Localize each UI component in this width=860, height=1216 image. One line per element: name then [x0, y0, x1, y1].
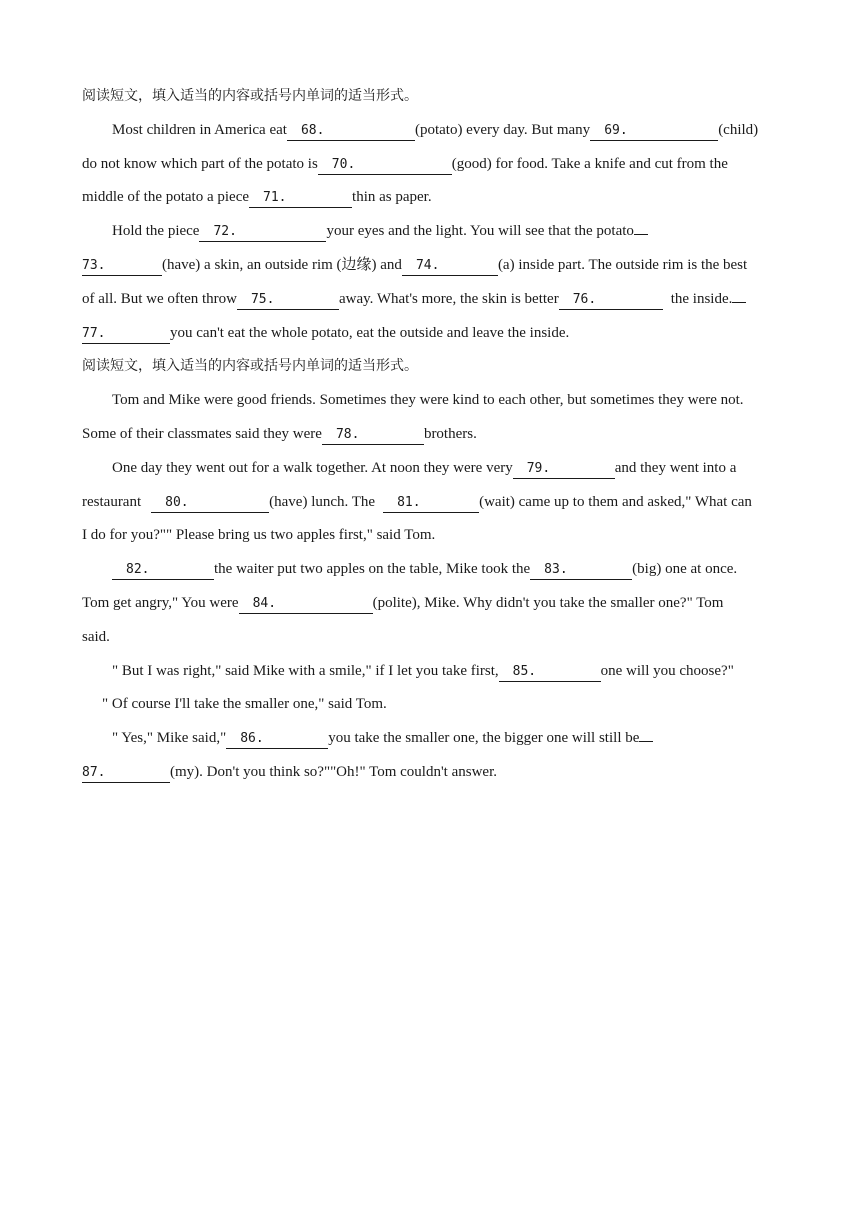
- text: (have) a skin, an outside rim (边缘) and: [162, 256, 402, 273]
- blank-72[interactable]: [199, 223, 326, 242]
- instruction-1: 阅读短文，填入适当的内容或括号内单词的适当形式。: [82, 88, 418, 104]
- blank-number: 74.: [415, 257, 440, 273]
- text: (child): [718, 121, 759, 138]
- blank-number: 86.: [240, 731, 264, 747]
- blank-73-start: [634, 216, 648, 235]
- blank-80[interactable]: [151, 494, 269, 513]
- instruction-2: 阅读短文，填入适当的内容或括号内单词的适当形式。: [82, 358, 418, 375]
- text: (polite), Mike. Why didn't you take the smaller one?" Tom: [372, 594, 724, 611]
- blank-number: 71.: [263, 190, 287, 206]
- text: Tom and Mike were good friends. Sometimes they were kind to each other, but sometimes they were not.: [112, 392, 744, 409]
- document-page: [82, 80, 787, 790]
- text: " Yes," Mike said,": [112, 730, 227, 747]
- blank-number: 81.: [397, 494, 421, 510]
- text: One day they went out for a walk together. At noon they were very: [112, 459, 513, 476]
- blank-number: 83.: [544, 562, 568, 578]
- blank-number: 68.: [300, 122, 325, 138]
- blank-73[interactable]: [82, 257, 162, 276]
- passage2-line-3: [82, 452, 787, 486]
- blank-number: 78.: [335, 426, 360, 442]
- passage2-line-5: [82, 519, 787, 553]
- text: (have) lunch. The: [269, 493, 376, 510]
- text: of all. But we often throw: [82, 290, 237, 307]
- blank-number: 80.: [165, 494, 189, 510]
- text: (my). Don't you think so?""Oh!" Tom couldn't answer.: [170, 763, 497, 780]
- text: do not know which part of the potato is: [82, 155, 318, 172]
- blank-number: 73.: [82, 257, 106, 273]
- blank-number: 77.: [82, 325, 106, 341]
- blank-77-start: [732, 284, 746, 303]
- text: thin as paper.: [352, 189, 432, 206]
- text: " Of course I'll take the smaller one," said Tom.: [102, 696, 387, 713]
- text: I do for you?"" Please bring us two apples first," said Tom.: [82, 527, 436, 544]
- passage2-line-7: [82, 587, 787, 621]
- blank-75[interactable]: [237, 291, 339, 310]
- blank-83[interactable]: [530, 561, 632, 580]
- text: brothers.: [423, 425, 477, 442]
- blank-number: 79.: [526, 460, 551, 476]
- text: middle of the potato a piece: [82, 189, 250, 206]
- passage2-line-8: [82, 621, 787, 655]
- text: you can't eat the whole potato, eat the outside and leave the inside.: [170, 324, 570, 341]
- passage2-line-6: [82, 553, 787, 587]
- blank-number: 69.: [604, 122, 628, 138]
- passage1-line-6: [82, 283, 787, 317]
- text: (big) one at once.: [632, 561, 738, 578]
- passage1-line-1: [82, 114, 787, 148]
- passage2-line-9: [82, 655, 787, 689]
- passage1-line-5: [82, 249, 787, 283]
- blank-70[interactable]: [318, 156, 452, 175]
- passage2-line-2: [82, 418, 787, 452]
- blank-85[interactable]: [499, 663, 601, 682]
- blank-78[interactable]: [322, 426, 424, 445]
- text: restaurant: [82, 493, 142, 510]
- text: you take the smaller one, the bigger one will still be: [328, 730, 640, 747]
- blank-87[interactable]: [82, 764, 170, 783]
- passage2-line-12: [82, 756, 787, 790]
- blank-68[interactable]: [287, 122, 415, 141]
- text: and they went into a: [614, 459, 737, 476]
- blank-77[interactable]: [82, 325, 170, 344]
- text: away. What's more, the skin is better: [338, 290, 559, 307]
- text: " But I was right," said Mike with a smile," if I let you take first,: [112, 662, 499, 679]
- passage1-line-2: [82, 148, 787, 182]
- blank-number: 84.: [252, 595, 277, 611]
- passage1-line-3: [82, 181, 787, 215]
- blank-82[interactable]: [112, 561, 214, 580]
- blank-74[interactable]: [402, 257, 498, 276]
- text: the inside.: [670, 290, 733, 307]
- blank-number: 70.: [331, 156, 356, 172]
- text: Most children in America eat: [112, 121, 287, 138]
- text: (a) inside part. The outside rim is the best: [497, 256, 748, 273]
- text: Some of their classmates said they were: [82, 425, 322, 442]
- passage2-line-4: [82, 486, 787, 520]
- blank-number: 76.: [572, 291, 597, 307]
- passage2-line-11: [82, 722, 787, 756]
- text: (good) for food. Take a knife and cut from the: [451, 155, 728, 172]
- blank-71[interactable]: [249, 189, 352, 208]
- text: Hold the piece: [112, 223, 200, 240]
- passage1-line-7: [82, 317, 787, 351]
- blank-84[interactable]: [239, 595, 373, 614]
- passage2-line-10: [82, 688, 787, 722]
- blank-number: 72.: [213, 224, 237, 240]
- blank-79[interactable]: [513, 460, 615, 479]
- text: your eyes and the light. You will see that the potato: [326, 223, 634, 240]
- blank-number: 75.: [250, 291, 275, 307]
- text: said.: [82, 628, 110, 645]
- blank-76[interactable]: [559, 291, 663, 310]
- text: (wait) came up to them and asked," What can: [479, 493, 752, 510]
- blank-number: 87.: [82, 764, 106, 780]
- text: the waiter put two apples on the table, Mike took the: [214, 561, 531, 578]
- passage1-line-4: [82, 215, 787, 249]
- text: Tom get angry," You were: [82, 594, 239, 611]
- text: (potato) every day. But many: [414, 121, 591, 138]
- blank-69[interactable]: [590, 122, 718, 141]
- passage2-line-1: [82, 384, 787, 418]
- text: one will you choose?": [600, 662, 734, 679]
- blank-number: 82.: [126, 562, 150, 578]
- blank-86[interactable]: [226, 730, 328, 749]
- blank-number: 85.: [512, 663, 537, 679]
- blank-87-start: [639, 723, 653, 742]
- blank-81[interactable]: [383, 494, 479, 513]
